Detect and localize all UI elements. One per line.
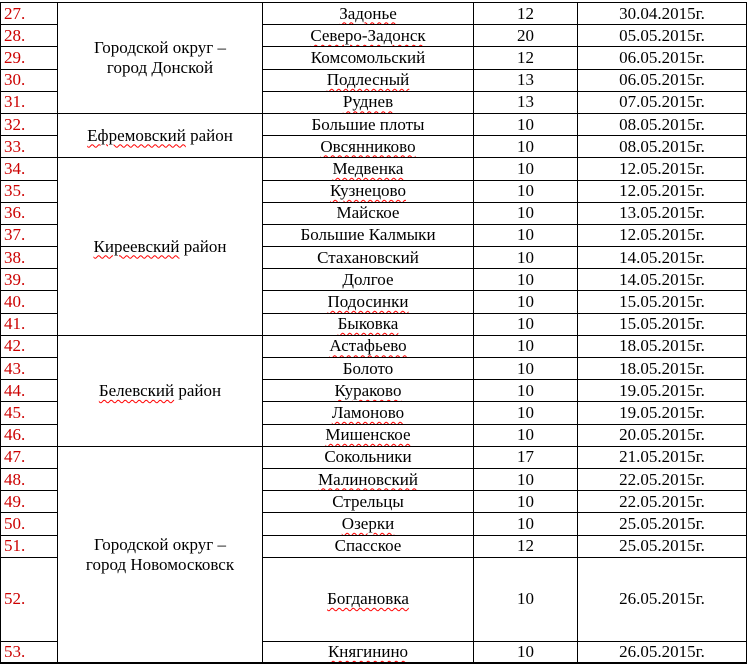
row-number-cell: 35.: [1, 180, 58, 202]
date-cell: 26.05.2015г.: [578, 641, 747, 663]
date-cell: 13.05.2015г.: [578, 202, 747, 224]
count-cell: 10: [474, 335, 578, 357]
district-name-part: Белевский: [98, 380, 175, 400]
settlement-name: Стрельцы: [332, 491, 404, 511]
count-cell: 10: [474, 158, 578, 180]
settlement-cell: [263, 91, 474, 113]
settlement-name: Задонье: [339, 3, 397, 23]
district-cell: [58, 158, 263, 336]
date-cell: 15.05.2015г.: [578, 313, 747, 335]
settlement-name: Сокольники: [324, 447, 412, 467]
settlement-name: Спасское: [334, 536, 402, 556]
settlement-name: Мишенское: [325, 425, 411, 445]
settlement-cell: [263, 358, 474, 380]
date-cell: 21.05.2015г.: [578, 446, 747, 468]
row-number-cell: 31.: [1, 91, 58, 113]
settlement-name: Большие плоты: [311, 114, 425, 134]
row-number-cell: 45.: [1, 402, 58, 424]
table-row: [1, 3, 747, 25]
district-name-part: Городской округ –: [93, 534, 227, 554]
count-cell: 10: [474, 557, 578, 641]
settlement-cell: [263, 113, 474, 135]
date-cell: 22.05.2015г.: [578, 468, 747, 490]
settlement-name: Подосинки: [327, 292, 409, 312]
table-body: [1, 3, 747, 664]
settlement-cell: [263, 402, 474, 424]
count-cell: 17: [474, 446, 578, 468]
row-number-cell: 33.: [1, 136, 58, 158]
district-name-part: район: [174, 380, 222, 400]
date-cell: 15.05.2015г.: [578, 291, 747, 313]
settlement-name: Медвенка: [332, 158, 404, 178]
settlement-name: Богдановка: [327, 589, 409, 609]
settlement-cell: [263, 446, 474, 468]
row-number-cell: 49.: [1, 491, 58, 513]
count-cell: 10: [474, 113, 578, 135]
district-name-part: Киреевский: [93, 236, 180, 256]
settlement-cell: [263, 557, 474, 641]
row-number-cell: 38.: [1, 247, 58, 269]
district-name-part: Городской округ –: [93, 37, 227, 57]
count-cell: 10: [474, 491, 578, 513]
row-number-cell: 27.: [1, 3, 58, 25]
row-number-cell: 46.: [1, 424, 58, 446]
date-cell: 08.05.2015г.: [578, 113, 747, 135]
table-row: [1, 446, 747, 468]
date-cell: 22.05.2015г.: [578, 491, 747, 513]
date-cell: 25.05.2015г.: [578, 513, 747, 535]
settlement-cell: [263, 158, 474, 180]
row-number-cell: 48.: [1, 468, 58, 490]
settlement-cell: [263, 69, 474, 91]
settlement-cell: [263, 180, 474, 202]
row-number-cell: 36.: [1, 202, 58, 224]
district-name-part: Ефремовский: [87, 125, 186, 145]
row-number-cell: 41.: [1, 313, 58, 335]
settlement-cell: [263, 491, 474, 513]
settlement-cell: [263, 313, 474, 335]
count-cell: 10: [474, 313, 578, 335]
row-number-cell: 30.: [1, 69, 58, 91]
settlement-cell: [263, 424, 474, 446]
table-row: [1, 335, 747, 357]
settlement-name: Руднев: [342, 92, 394, 112]
row-number-cell: 51.: [1, 535, 58, 557]
table-row: [1, 113, 747, 135]
count-cell: 12: [474, 47, 578, 69]
settlement-name: Майское: [336, 203, 400, 223]
settlement-cell: [263, 641, 474, 663]
settlement-cell: [263, 3, 474, 25]
date-cell: 14.05.2015г.: [578, 247, 747, 269]
settlement-name: Малиновский: [318, 469, 418, 489]
settlement-name: Астафьево: [329, 336, 407, 356]
district-cell: [58, 446, 263, 663]
date-cell: 14.05.2015г.: [578, 269, 747, 291]
settlements-schedule-table: [0, 2, 747, 664]
settlement-name: Ламоново: [331, 402, 405, 422]
settlement-name: Болото: [342, 358, 394, 378]
settlement-name: Княгинино: [327, 642, 409, 662]
count-cell: 13: [474, 91, 578, 113]
settlement-cell: [263, 224, 474, 246]
district-cell: [58, 3, 263, 114]
settlement-name: Северо-Задонск: [310, 25, 426, 45]
date-cell: 19.05.2015г.: [578, 380, 747, 402]
count-cell: 12: [474, 3, 578, 25]
settlement-cell: [263, 269, 474, 291]
count-cell: 10: [474, 291, 578, 313]
count-cell: 10: [474, 424, 578, 446]
date-cell: 20.05.2015г.: [578, 424, 747, 446]
settlement-name: Стахановский: [317, 247, 419, 267]
row-number-cell: 37.: [1, 224, 58, 246]
district-name-part: район: [179, 236, 227, 256]
count-cell: 12: [474, 535, 578, 557]
table-row: [1, 158, 747, 180]
date-cell: 30.04.2015г.: [578, 3, 747, 25]
date-cell: 19.05.2015г.: [578, 402, 747, 424]
settlement-name: Долгое: [342, 269, 394, 289]
date-cell: 08.05.2015г.: [578, 136, 747, 158]
count-cell: 20: [474, 25, 578, 47]
count-cell: 10: [474, 513, 578, 535]
settlement-name: Большие Калмыки: [300, 225, 436, 245]
settlement-cell: [263, 202, 474, 224]
settlement-cell: [263, 291, 474, 313]
count-cell: 10: [474, 180, 578, 202]
date-cell: 12.05.2015г.: [578, 180, 747, 202]
count-cell: 10: [474, 468, 578, 490]
row-number-cell: 50.: [1, 513, 58, 535]
settlement-name: Комсомольский: [310, 47, 426, 67]
settlement-name: Кузнецово: [330, 181, 406, 201]
date-cell: 18.05.2015г.: [578, 358, 747, 380]
district-name-part: город Новомосковск: [85, 554, 235, 574]
count-cell: 10: [474, 136, 578, 158]
settlement-cell: [263, 468, 474, 490]
row-number-cell: 34.: [1, 158, 58, 180]
district-cell: [58, 335, 263, 446]
settlement-name: Подлесный: [326, 70, 410, 90]
date-cell: 05.05.2015г.: [578, 25, 747, 47]
row-number-cell: 44.: [1, 380, 58, 402]
date-cell: 18.05.2015г.: [578, 335, 747, 357]
settlement-name: Озерки: [341, 513, 395, 533]
row-number-cell: 42.: [1, 335, 58, 357]
count-cell: 10: [474, 641, 578, 663]
count-cell: 13: [474, 69, 578, 91]
row-number-cell: 39.: [1, 269, 58, 291]
settlement-cell: [263, 136, 474, 158]
count-cell: 10: [474, 247, 578, 269]
count-cell: 10: [474, 202, 578, 224]
row-number-cell: 29.: [1, 47, 58, 69]
count-cell: 10: [474, 224, 578, 246]
district-name-part: район: [185, 125, 233, 145]
settlement-name: Кураково: [334, 380, 402, 400]
count-cell: 10: [474, 402, 578, 424]
date-cell: 12.05.2015г.: [578, 158, 747, 180]
settlement-cell: [263, 513, 474, 535]
date-cell: 07.05.2015г.: [578, 91, 747, 113]
row-number-cell: 40.: [1, 291, 58, 313]
settlement-cell: [263, 335, 474, 357]
settlement-cell: [263, 535, 474, 557]
row-number-cell: 47.: [1, 446, 58, 468]
row-number-cell: 53.: [1, 641, 58, 663]
settlement-name: Овсянниково: [320, 136, 416, 156]
settlement-cell: [263, 25, 474, 47]
row-number-cell: 43.: [1, 358, 58, 380]
district-name-part: город Донской: [106, 57, 214, 77]
settlement-cell: [263, 247, 474, 269]
count-cell: 10: [474, 380, 578, 402]
count-cell: 10: [474, 269, 578, 291]
date-cell: 06.05.2015г.: [578, 69, 747, 91]
settlement-name: Быковка: [337, 314, 399, 334]
count-cell: 10: [474, 358, 578, 380]
row-number-cell: 32.: [1, 113, 58, 135]
date-cell: 26.05.2015г.: [578, 557, 747, 641]
district-cell: [58, 113, 263, 157]
row-number-cell: 52.: [1, 557, 58, 641]
settlement-cell: [263, 380, 474, 402]
date-cell: 12.05.2015г.: [578, 224, 747, 246]
date-cell: 06.05.2015г.: [578, 47, 747, 69]
settlement-cell: [263, 47, 474, 69]
row-number-cell: 28.: [1, 25, 58, 47]
date-cell: 25.05.2015г.: [578, 535, 747, 557]
